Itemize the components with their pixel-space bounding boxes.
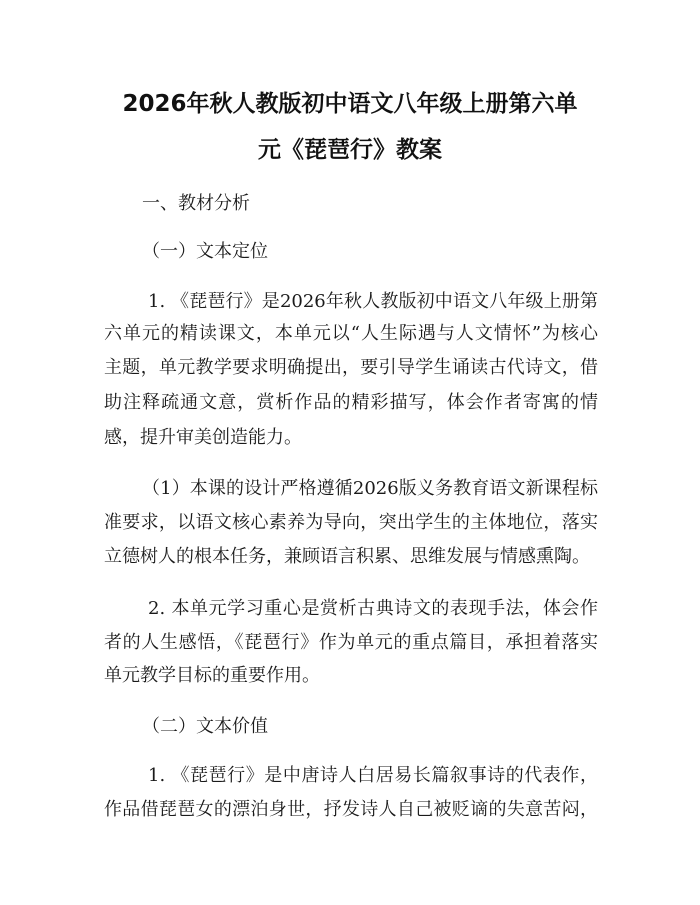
paragraph-4-line-2: 作品借琵琶女的漂泊身世，抒发诗人自己被贬谪的失意苦闷， — [104, 799, 598, 820]
paragraph-2-line-3: 立德树人的根本任务，兼顾语言积累、思维发展与情感熏陶。 — [104, 546, 590, 567]
paragraph-1-line-3: 主题，单元教学要求明确提出，要引导学生诵读古代诗文，借 — [104, 357, 598, 378]
paragraph-1-line-1: 1. 《琵琶行》是2026年秋人教版初中语文八年级上册第 — [148, 291, 598, 312]
document-title-line-1: 2026年秋人教版初中语文八年级上册第六单 — [122, 91, 578, 117]
paragraph-2-line-1: （1）本课的设计严格遵循2026版义务教育语文新课程标 — [142, 478, 598, 499]
paragraph-3-line-2: 者的人生感悟，《琵琶行》作为单元的重点篇目，承担着落实 — [104, 632, 598, 653]
document-title-line-2: 元《琵琶行》教案 — [258, 137, 442, 163]
paragraph-3-line-3: 单元教学目标的重要作用。 — [104, 665, 320, 686]
paragraph-1-line-4: 助注释疏通文意，赏析作品的精彩描写，体会作者寄寓的情 — [104, 392, 598, 413]
section-heading-teaching-material-analysis: 一、教材分析 — [142, 193, 250, 214]
paragraph-3-line-1: 2. 本单元学习重心是赏析古典诗文的表现手法，体会作 — [148, 598, 598, 619]
paragraph-2-line-2: 准要求，以语文核心素养为导向，突出学生的主体地位，落实 — [104, 512, 598, 533]
paragraph-1-line-5: 感，提升审美创造能力。 — [104, 427, 302, 448]
subsection-heading-text-positioning: （一）文本定位 — [142, 241, 268, 262]
paragraph-4-line-1: 1. 《琵琶行》是中唐诗人白居易长篇叙事诗的代表作， — [148, 765, 598, 786]
subsection-heading-text-value: （二）文本价值 — [142, 716, 268, 737]
paragraph-1-line-2: 六单元的精读课文，本单元以“人生际遇与人文情怀”为核心 — [104, 323, 598, 344]
